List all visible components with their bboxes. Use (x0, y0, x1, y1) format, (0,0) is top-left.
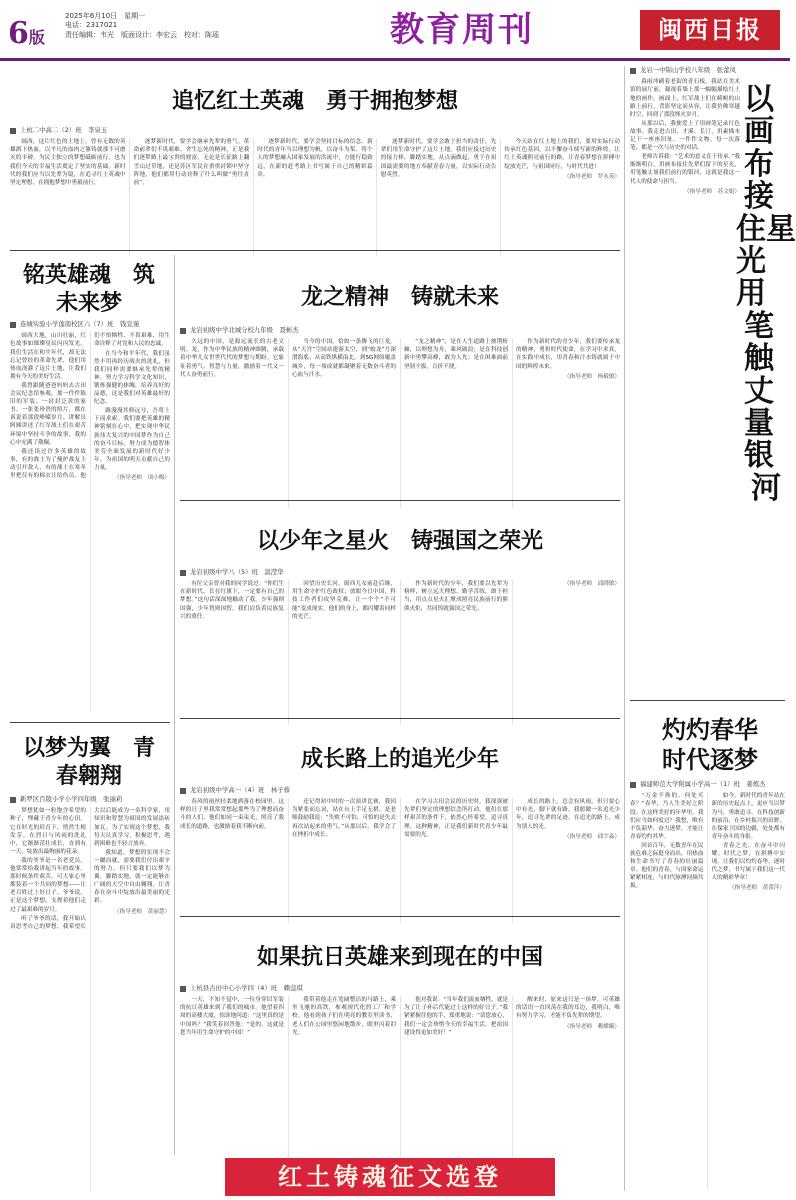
article-title: 追忆红土英魂 勇于拥抱梦想 (171, 88, 458, 114)
article-a8 (630, 66, 740, 686)
byline-square-icon (180, 328, 186, 334)
divider (180, 500, 620, 501)
teacher-credit: （指导老师 黄蕾萍） (729, 885, 785, 892)
issue-meta (65, 12, 219, 40)
teacher-credit: （指导老师 罗永英） (564, 173, 620, 180)
article-byline: 龙岩初级中学八（5）班 温滢华 (180, 568, 620, 577)
byline-square-icon (630, 782, 636, 788)
article-byline: 连城实验小学莲南校区六（7）班 钱宣谨 (10, 320, 170, 329)
paragraph: 我知道，梦想的实现不会一蹴而就，需要我们付出艰辛的努力。但只要我们以梦为翼，脚踏实地，就一定能够在广阔的天空中自由翱翔，让青春在奋斗中绽放出最美丽的光彩。 (94, 849, 170, 905)
teacher-credit: （指导老师 黄丽慧） (114, 908, 170, 915)
paragraph: 有位父亲曾对我的同学说过：“你们生在新时代，长在红旗下，一定要有自己的梦想。”这句话深深地触动了我。少年强则国强，少年智则国智，我们肩负着民族复兴的重任。 (180, 581, 284, 620)
title-line: 以画布接 (744, 82, 774, 215)
article-body (180, 798, 620, 923)
article-byline: 龙岩初级中学高一（4）班 林子蓉 (180, 786, 620, 795)
paragraph: 从那以后，我便爱上了用画笔记录红色故事。我走进古田、才溪、长汀，用素描本记下一座座旧址、一件件文物。每一次落笔，都是一次与历史的对话。 (630, 120, 740, 152)
column-divider (624, 66, 625, 1191)
article-byline: 龙岩初级中学北城分校九年级 聂彬杰 (180, 326, 620, 335)
article-a4 (180, 256, 620, 496)
article-body (10, 807, 170, 1192)
teacher-credit: （指导老师 杨毅敏） (564, 373, 620, 380)
column-divider (174, 255, 175, 1155)
paragraph: 作为新时代的青少年，我们要传承龙的精神，勇担时代使命，在学习中求真，在实践中成长，用青春和汗水铸就属于中国的辉煌未来。 (516, 339, 620, 370)
phone-line: 电话：2317021 (65, 21, 118, 30)
article-title: 成长路上的追光少年 (300, 746, 499, 772)
paragraph: 春风的雨丝轻柔地洒落在校园里。这样的日子里我常常想起那些为了理想而奋斗的人们，他们如同一束束光，照亮了我成长的道路，也激励着我不断向前。 (180, 799, 284, 830)
article-a1 (10, 66, 620, 246)
divider (180, 916, 620, 917)
article-body (180, 996, 620, 1161)
article-byline: 新罗区百陵小学小学四年级 张丽莉 (10, 795, 170, 804)
article-a2 (10, 320, 170, 715)
teacher-credit: （指导老师 邱宇淼） (564, 833, 620, 840)
paragraph: 路漫漫其修远兮，吾将上下而求索。我们要把英雄的精神铭刻在心中，把实现中华民族伟大复兴的中国梦作为自己的奋斗目标，努力成为德智体美劳全面发展的新时代好少年，为祖国的明天贡献自己的力量。 (94, 408, 170, 472)
byline-square-icon (10, 322, 16, 328)
section-title: 教育周刊 (390, 10, 534, 50)
article-body (180, 580, 620, 725)
masthead (0, 0, 790, 60)
paragraph: 当今的中国，恰如一条腾飞的巨龙。从“天宫”空间站遨游太空，到“蛟龙”号深潜海底；从高铁纵横南北，到5G网络覆盖城乡，每一项成就都凝聚着无数奋斗者的心血与汗水。 (292, 339, 396, 378)
series-banner: 红土铸魂征文选登 (225, 1158, 555, 1196)
byline-square-icon (10, 128, 16, 134)
article-title: 如果抗日英雄来到现在的中国 (256, 944, 543, 970)
title-line: 河 (751, 470, 781, 506)
paragraph: 老师告诉我：“艺术的意义在于传承。”我渐渐明白，用画布接住先辈们留下的星光，用笔触丈量我们前行的银河，这就是我这一代人的使命与担当。 (630, 154, 740, 185)
paragraph: 如今，新时代的青年站在新的历史起点上，更应当以梦为马，勇敢追寻。在科技创新的前沿，在乡村振兴的田野，在保家卫国的边疆，处处都有青年奋斗的身影。 (711, 793, 785, 840)
article-body (630, 78, 740, 678)
article-byline: 上杭二中高二（2）班 李泉玉 (10, 126, 620, 135)
paragraph: 久远的中国，是源远流长的古老文明。龙，作为中华民族的精神图腾，承载着中华儿女世世代代的梦想与期盼。它象征着勇气、智慧与力量，激励着一代又一代人奋勇前行。 (180, 339, 284, 378)
article-byline: 上杭县古田中心小学四（4）班 赖蓥琪 (180, 984, 620, 993)
paragraph: 一天，不知不觉中，一位身穿旧军装的抗日英雄来到了我们的城市。他望着四周的高楼大厦，惊讶地问道：“这里真的是中国吗？”我笑着回答他：“是的，这就是您当年用生命守护的中国！” (180, 997, 284, 1036)
teacher-credit: （指导老师 项小梅） (114, 475, 170, 482)
teacher-credit: （指导老师 赖嫦娥） (564, 1023, 620, 1030)
paragraph: 回望历史长河，闽西儿女前赴后继，用生命守护红色政权；放眼今日中国，科技工作者们攻坚克难，让一个个“不可能”变成现实。他们的身上，都闪耀着同样的光芒。 (292, 581, 396, 620)
paragraph: “龙之精神”，是在人生道路上披荆斩棘，以理想为舟，乘风破浪；是在科技创新中勇攀高峰，敢为人先；是在困难面前坚韧不拔，百折不挠。 (404, 339, 508, 370)
article-title: 以少年之星火 铸强国之荣光 (256, 528, 543, 554)
paragraph: 青春之光，在奋斗中闪耀；时代之梦，在拼搏中实现。让我们以灼灼春华，逐时代之梦，书写属于我们这一代人的精彩华章！ (711, 842, 785, 882)
divider (630, 700, 785, 701)
date-line: 2025年6月10日 星期一 (65, 12, 146, 20)
paragraph: 暮雨冲刷着老街的青石板，我站在美术馆的展厅前，凝视着墙上那一幅幅描绘红土地的画作。画面上，红军战士们在崎岖的山路上前行，背影坚定而从容，让我仿佛穿越时空，回到了那段烽火岁月。 (630, 79, 740, 118)
paragraph: 逐梦新时代，要学会敢于担当的责任。先辈们用生命守护了这片土地，我们应接过历史的接力棒，脚踏实地，从点滴做起，勇于在祖国最需要的地方奉献青春力量，以实际行动告慰英烈。 (380, 139, 497, 178)
paragraph: 今天站在红土地上的我们，要用实际行动传承红色基因，以不懈奋斗续写新的辉煌。让红土英魂照亮前行的路，让青春梦想在拼搏中绽放光芒，与祖国同行，与时代共进！ (504, 139, 620, 170)
paragraph: 听了爷爷的话，我开始认真思考自己的梦想。我希望长大以后能成为一名科学家，用知识和智慧为祖国的发展添砖加瓦。为了实现这个梦想，我每天认真学习，积极思考，遇到困难也不轻言放弃。 (10, 808, 170, 930)
byline-square-icon (10, 797, 16, 803)
article-a9 (630, 780, 785, 1195)
article-title-vertical (736, 82, 796, 506)
paragraph: 醒来时，原来这只是一场梦。可英雄的话语一直回荡在我的耳边，我明白，唯有努力学习，才能不负先辈的期望。 (516, 997, 620, 1020)
byline-square-icon (630, 68, 636, 74)
byline-square-icon (180, 788, 186, 794)
article-a3 (10, 795, 170, 1195)
paragraph: 我还读过许多英雄的故事，有的战士为了掩护战友主动引开敌人，有的战士在寒冬里把仅有的棉衣让给伤员。他们不怕牺牲、不畏艰难，用生命诠释了对党和人民的忠诚。 (10, 333, 170, 480)
article-byline: 福建师范大学附属小学高一（1）班 姜炼杰 (630, 780, 785, 789)
paragraph: 闽西大地，山川壮丽，红色故事如璀璨星辰闪闪发光。我们生活在和平年代，却无法忘记曾经的革命先辈，他们用热血浇灌了这片土地，让我们拥有今天的美好生活。 (10, 333, 86, 380)
paragraph: “万金不换的，何处买春？”春华，乃人生美好之阶段。在这样美好的年华里，我们应当如何度过？我想，唯有不负韶华、奋力逐梦，才能让青春灼灼其华。 (630, 793, 704, 840)
article-title: 龙之精神 铸就未来 (300, 284, 499, 310)
article-title: 灼灼春华 时代逐梦 (662, 715, 782, 774)
teacher-credit: （指导老师 苏文娟） (684, 188, 740, 195)
byline-square-icon (180, 570, 186, 576)
paragraph: 在当今和平年代，我们虽然不用再经历战火的洗礼，但我们同样需要继承先辈的精神。努力学习科学文化知识，锻炼强健的体魄，培养良好的品德，这是我们对英雄最好的纪念。 (94, 350, 170, 406)
paragraph: 还记得初中时的一次演讲比赛，我因为紧张而忘词，站在台上手足无措。是老师鼓励我说：“失败不可怕，可怕的是失去再次站起来的勇气。”从那以后，我学会了在挫折中成长。 (292, 799, 396, 838)
article-a6 (180, 722, 620, 912)
paragraph: 回首百年，无数青年在民族危难之际挺身而出，用热血和生命书写了青春的壮丽篇章。他们的青春，与国家命运紧紧相连，与时代脉搏同频共振。 (630, 842, 704, 890)
divider (10, 250, 620, 251)
article-a7 (180, 920, 620, 1152)
teacher-credit: （指导老师 邱晓敏） (564, 581, 620, 588)
editor-line: 责任编辑：韦光 版面设计：李宏云 校对：陈瑶 (65, 30, 219, 39)
article-body (180, 338, 620, 508)
paragraph: 逐梦新时代，要学会继承先辈的勇气。革命前辈们不畏艰难、舍生忘死的精神，正是我们逐梦路上最宝贵的财富。无论是长征路上翻雪山过草地，还是苏区军民在重重封锁中坚守阵地，他们都用行动诠释了什么叫做“勇往直前”。 (133, 139, 250, 186)
article-title: 以梦为翼 青春翱翔 (22, 735, 155, 789)
article-body (630, 792, 785, 1190)
paragraph: 他对我说：“当年我们流血牺牲，就是为了让子孙后代能过上这样的好日子。”我紧紧握住他的手，郑重地说：“请您放心，我们一定会珍惜今天的幸福生活，把祖国建设得更加美好！” (404, 997, 508, 1036)
newspaper-logo: 闽西日报 (640, 10, 780, 50)
article-body (10, 138, 620, 256)
paragraph: 闽西，这片红色的土地上，曾有无数的英雄洒下热血，以平凡的血肉之躯铸就那不可磨灭的丰碑。为民主独立的梦想砥砺前行，也为我们今天的幸福生活奠定了坚实的基础。新时代的我们应当以先辈为镜，在追寻红土英魂中坚定理想，在拥抱梦想中勇毅前行。 (10, 139, 126, 186)
paragraph: 作为新时代的少年，我们要以先辈为榜样，树立远大理想，勤学苦练，敢于担当，用点点星火汇聚成照亮民族前行的熊熊火炬，共同铸就强国之荣光。 (404, 581, 508, 612)
byline-square-icon (180, 986, 186, 992)
article-a5 (180, 504, 620, 714)
page-number: 6版 (8, 16, 45, 51)
paragraph: 梦想犹如一粒饱含希望的种子，埋藏于青少年的心田。它在时光的培育下，悄然生根发芽。在烈日与风雨的洗礼中，它渐渐茁壮成长，直到有一天，绽放出最绚丽的花朵。 (10, 808, 86, 855)
article-byline: 龙岩一中锦山学校八年级 张蕾凤 (630, 66, 740, 75)
divider (10, 722, 170, 723)
divider (180, 718, 620, 719)
article-title: 铭英雄魂 筑未来梦 (22, 262, 155, 316)
paragraph: 我的爷爷是一名老党员，他常常给我讲起当年的故事。那时候条件艰苦，可大家心里都装着一个共同的梦想——让老百姓过上好日子。爷爷说，正是这个梦想，支撑着他们走过了最艰难的岁月。 (10, 857, 86, 913)
title-line: 笔触丈量银 (744, 308, 774, 474)
title-line: 住星光 用 (736, 211, 796, 312)
paragraph: 在学习古田会议的历史时，我深深被先辈们坚定的理想信念所打动。他们在那样艰苦的条件下，依然心怀希望，追寻真理。这种精神，正是我们新时代青少年最需要的光。 (404, 799, 508, 838)
article-body (10, 332, 170, 712)
masthead-rule (0, 58, 790, 61)
paragraph: 逐梦新时代，要学会坚持目标的信念。新时代的青年当以理想为帆，以奋斗为桨。将个人的梦想融入国家发展的洪流中，方能行稳致远，在新的赶考路上书写属于自己的精彩篇章。 (257, 139, 373, 178)
paragraph: 我带着他走在宽阔整洁的马路上，乘坐飞驰的高铁，参观现代化的工厂和学校。他看到孩子们在明亮的教室里读书，老人们在公园里悠闲地散步，眼里闪着泪光。 (292, 997, 396, 1036)
paragraph: 我曾跟随爸爸妈妈去古田会议纪念馆参观，那一件件陈旧的军装、一封封泛黄的家书、一张张珍贵的照片，都在诉说着那段峥嵘岁月。讲解员阿姨讲述了红军战士们在艰苦环境中坚持斗争的故事，我的心中充满了敬佩。 (10, 382, 86, 446)
paragraph: 成长的路上，总会有风雨，但只要心中有光，脚下就有路。我愿做一名追光少年，追寻先辈的足迹，在追光的路上，成为别人的光。 (516, 799, 620, 830)
